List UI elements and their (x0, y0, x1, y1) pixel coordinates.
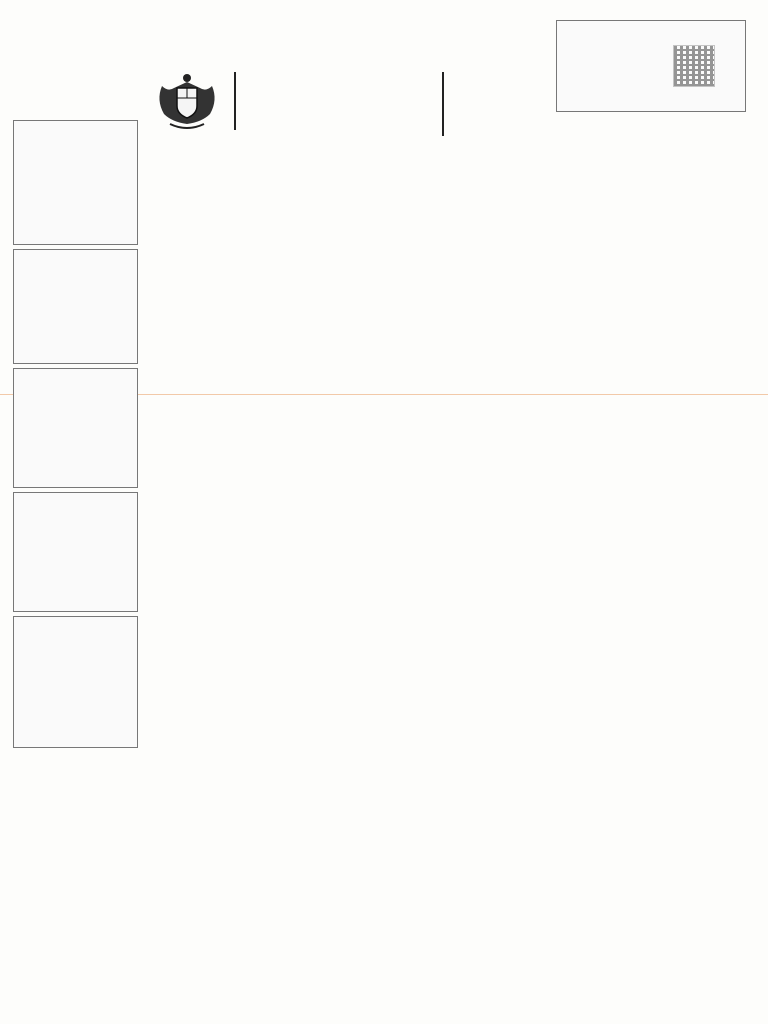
qr-code-icon (673, 45, 715, 87)
digital-signature-stamp (13, 120, 138, 245)
header-divider-2 (442, 72, 444, 136)
coat-of-arms-icon (150, 62, 224, 136)
digital-signature-stamp (13, 249, 138, 364)
summary-block (380, 168, 692, 209)
header-divider-1 (234, 72, 236, 130)
digital-signature-stamp (13, 492, 138, 612)
digital-signature-stamp (13, 368, 138, 488)
digital-signature-stamp (13, 616, 138, 748)
digital-signature-stamp-top (556, 20, 746, 112)
poder-judicial-logo (150, 62, 224, 136)
